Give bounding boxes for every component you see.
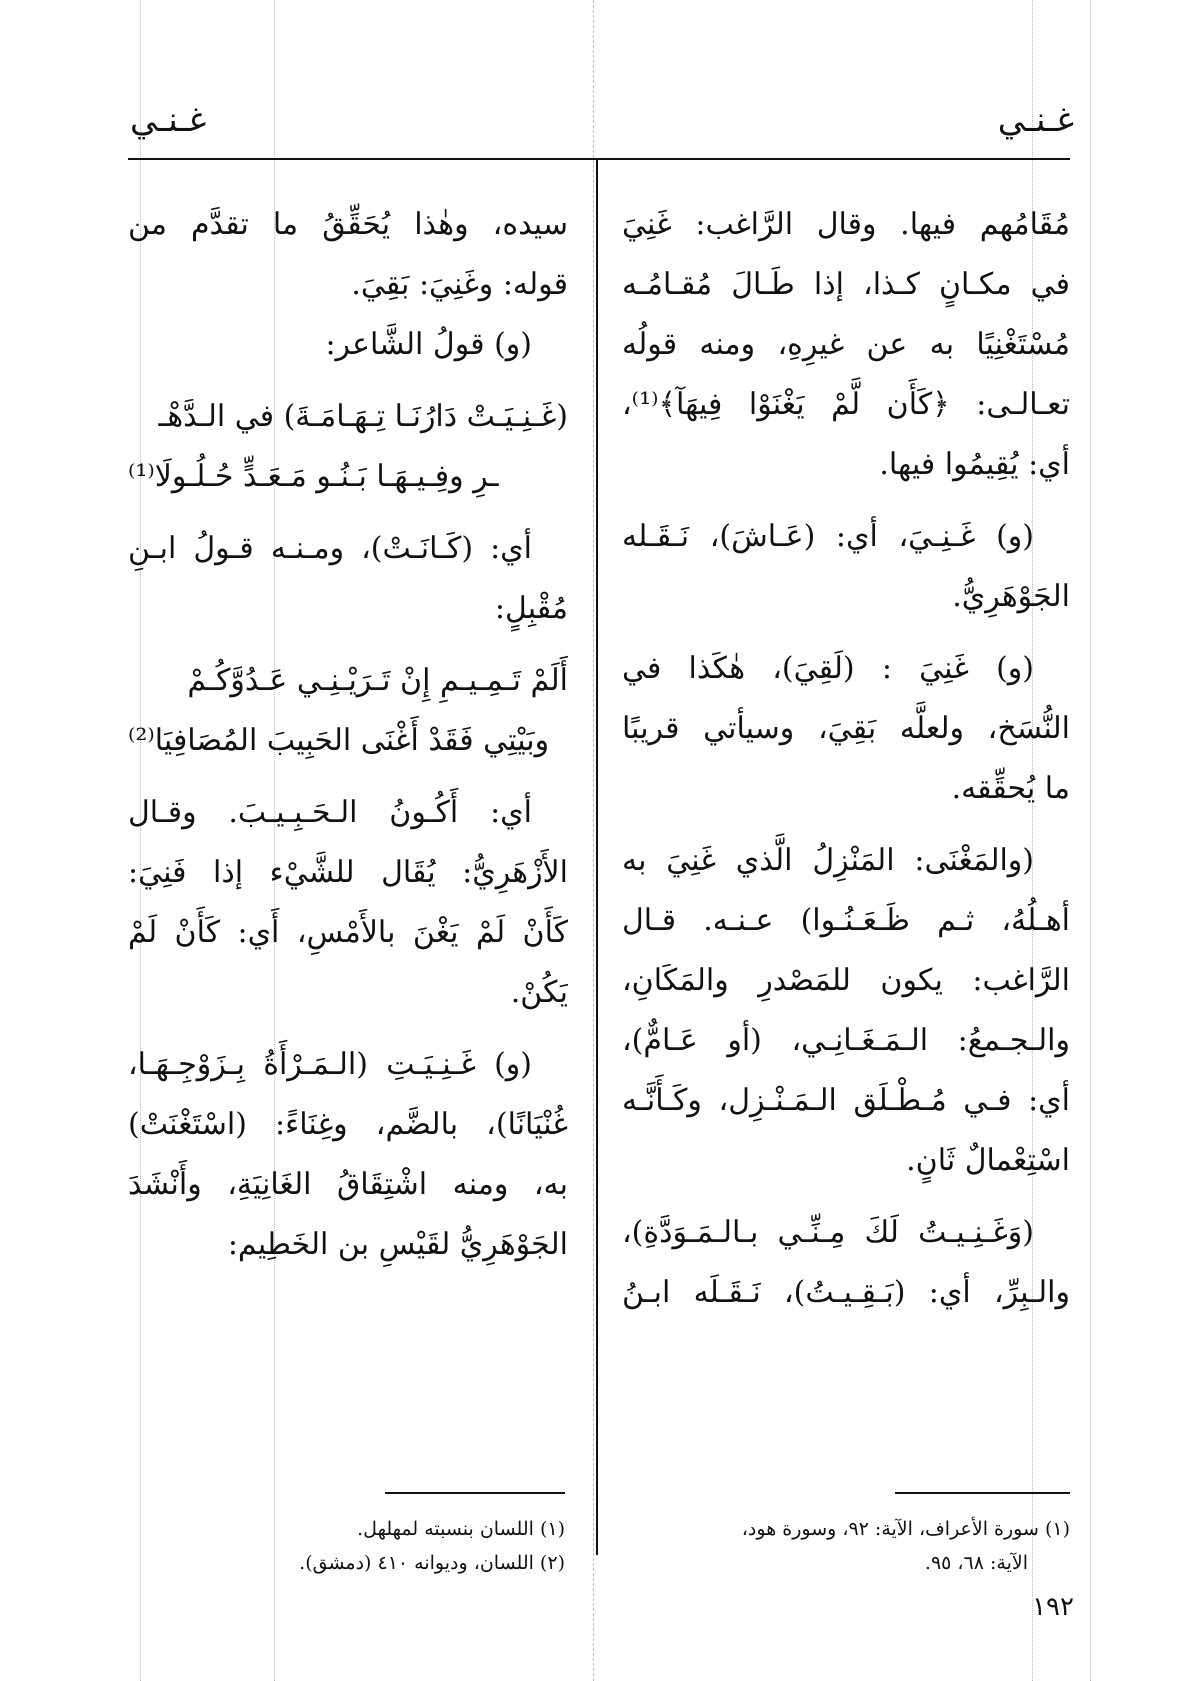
scan-guide-line: [1090, 0, 1091, 1681]
text-line: مُقَامُهم فيها. وقال الرَّاغب: غَنِيَ: [622, 207, 1070, 242]
text-line: ما يُحقِّقه.: [951, 771, 1070, 806]
verse-hemistich: (غَـنِـيَـتْ دَارُنَـا تِـهَـامَـةَ) في الـدَّهْـ: [158, 399, 568, 434]
footnote: (٢) اللسان، وديوانه ٤١٠ (دمشق).: [299, 1552, 565, 1574]
right-footnotes: [622, 1512, 1070, 1580]
page-number: ١٩٢: [1032, 1592, 1074, 1622]
left-column: [128, 195, 568, 1275]
entry-line: (و) غَنِيَ : (لَقِيَ)، هٰكَذا في: [622, 651, 1034, 686]
text-line: الجَوْهَرِيُّ.: [952, 579, 1070, 614]
footnote-continuation: الآية: ٦٨، ٩٥.: [924, 1552, 1028, 1574]
left-footnotes: [160, 1512, 565, 1580]
text-line: أهـلُهُ، ثـم ظَـعَـنُـوا) عـنـه. قـال: [622, 903, 1070, 938]
entry-line: (و) غَـنِـيَـتِ (الـمَـرْأَةُ بِـزَوْجِـهَـا،: [128, 1047, 532, 1082]
scan-guide-line: [593, 0, 594, 1681]
text-line: تعـالـى: ﴿كَأَن لَّمْ يَغْنَوْا فِيهَآ﴾⁽¹⁾،: [622, 387, 1070, 422]
text-line: النُّسَخ، ولعلَّه بَقِيَ، وسيأتي قريبًا: [622, 711, 1070, 746]
verse-hemistich: ـرِ وفِـيـهَـا بَـنُـو مَـعَـدٍّ حُـلُـولَا⁽¹⁾: [128, 459, 499, 494]
footnote-rule: [895, 1492, 1070, 1494]
running-head-left: غـنـي: [130, 100, 207, 140]
footnote-rule: [385, 1492, 565, 1494]
text-line: والـجـمعُ: الـمَـغَـانِـي، (أو عَـامٌّ)،: [622, 1023, 1070, 1058]
text-line: يَكُنْ.: [510, 975, 568, 1010]
footnote: (١) سورة الأعراف، الآية: ٩٢، وسورة هود،: [741, 1518, 1070, 1540]
column-divider: [596, 160, 598, 1555]
right-column: [622, 195, 1070, 1323]
entry-line: (و) غَـنِـيَ، أي: (عَـاشَ)، نَـقَـله: [622, 519, 1034, 554]
entry-line: أي: أَكُـونُ الـحَـبِـيـبَ. وقـال: [128, 795, 532, 830]
text-line: مُقْبِلٍ:: [494, 591, 568, 626]
text-line: الرَّاغب: يكون للمَصْدرِ والمَكَانِ،: [622, 963, 1070, 998]
text-line: الجَوْهَرِيُّ لقَيْسِ بن الخَطِيم:: [227, 1227, 568, 1262]
entry-line: (وَغَـنِـيـتُ لَكَ مِـنِّـي بـالـمَـوَدَّةِ)،: [622, 1215, 1034, 1250]
text-line: اسْتِعْمالٌ ثَانٍ.: [906, 1143, 1070, 1178]
running-head-right: غـنـي: [997, 100, 1074, 140]
text-line: قوله: وغَنِيَ: بَقِيَ.: [351, 267, 568, 302]
text-line: غُنْيَانًا)، بالضَّم، وغِنَاءً: (اسْتَغْنَتْ): [128, 1107, 568, 1142]
text-line: كَأَنْ لَمْ يَغْنَ بالأَمْسِ، أَي: كَأَنْ لَمْ: [128, 915, 568, 950]
entry-line: (والمَغْنَى: المَنْزِلُ الَّذي غَنِيَ به: [622, 843, 1034, 878]
text-line: والـبِرِّ، أي: (بَـقِـيـتُ)، نَـقَـلَه ابـنُ: [622, 1275, 1070, 1310]
text-line: الأَزْهَرِيُّ: يُقَال للشَّيْء إذا فَنِيَ:: [128, 855, 568, 890]
text-line: به، ومنه اشْتِقَاقُ الغَانِيَةِ، وأَنْشَدَ: [128, 1167, 568, 1202]
header-rule: [128, 158, 1070, 160]
text-line: أي: فـي مُـطْـلَق الـمَـنْـزِل، وكَـأَنَّـه: [622, 1083, 1070, 1118]
verse-hemistich: وبَيْتِي فَقَدْ أَغْنَى الحَبِيبَ المُصَافِيَا⁽²⁾: [128, 723, 550, 758]
entry-line: أي: (كَـانَـتْ)، ومـنـه قـولُ ابـنِ: [128, 531, 532, 566]
text-line: (و) قولُ الشَّاعر:: [325, 327, 532, 362]
text-line: أي: يُقِيمُوا فيها.: [879, 447, 1070, 482]
verse-hemistich: أَلَمْ تَـمِـيـمِ إِنْ تَـرَيْـنِـي عَـدُوَّكُـمْ: [187, 663, 568, 698]
text-line: مُسْتَغْنِيًا به عن غيرِهِ، ومنه قولُه: [622, 327, 1070, 362]
text-line: سيده، وهٰذا يُحَقِّقُ ما تقدَّم من: [128, 207, 568, 242]
footnote: (١) اللسان بنسبته لمهلهل.: [357, 1518, 565, 1540]
text-line: في مكـانٍ كـذا، إذا طَـالَ مُقـامُـه: [622, 267, 1070, 302]
